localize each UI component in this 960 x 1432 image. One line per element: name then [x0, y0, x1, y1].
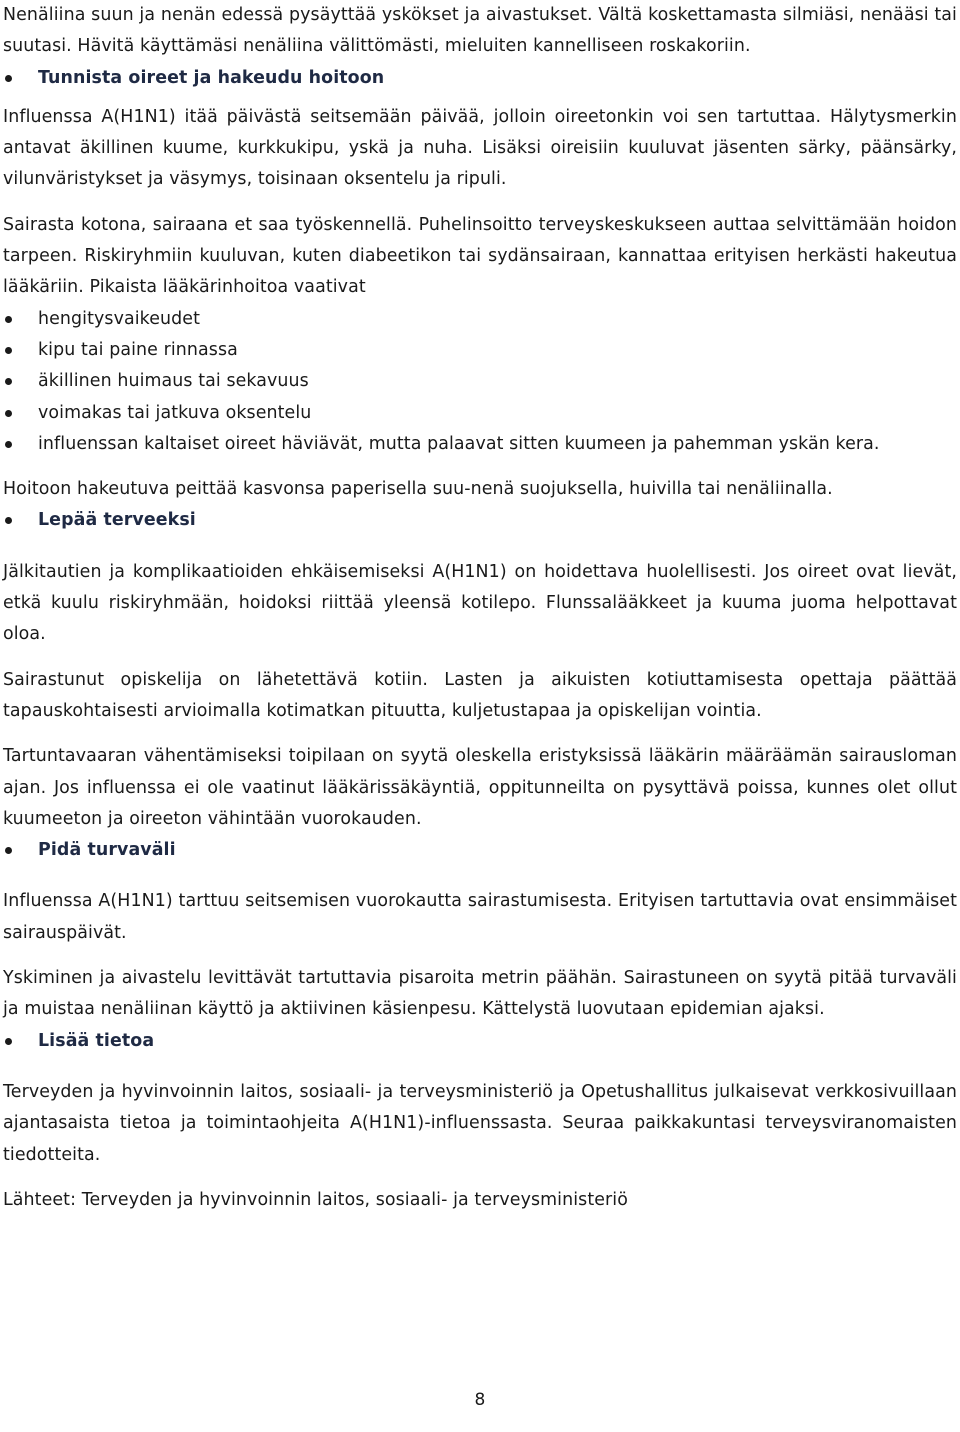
intro-paragraph: Nenäliina suun ja nenän edessä pysäyttää yskökset ja aivastukset. Vältä koskettamasta silmiäsi, nenääsi tai suutasi. Hävitä käyttämäsi nenäliina välittömästi, mieluiten kannelliseen roskakoriin.: [3, 5, 957, 57]
bullet-icon: [3, 63, 38, 94]
rest-paragraph-3: Tartuntavaaran vähentämiseksi toipilaan on syytä oleskella eristyksissä lääkärin määräämän sairausloman ajan. Jos influenssa ei ole vaatinut lääkärissäkäyntiä, oppitunneilta on pysyttävä poissa, kunnes olet ollut kuumeeton ja oireeton vähintään vuorokauden.: [3, 746, 957, 829]
list-item-text: äkillinen huimaus tai sekavuus: [38, 371, 309, 392]
list-item-text: hengitysvaikeudet: [38, 308, 200, 329]
section-heading-distance: [3, 835, 957, 866]
section-heading-rest: [3, 505, 957, 536]
rest-paragraph-2: Sairastunut opiskelija on lähetettävä kotiin. Lasten ja aikuisten kotiuttamisesta opettaja päättää tapauskohtaisesti arvioimalla kotimatkan pituutta, kuljetustapaa ja opiskelijan vointia.: [3, 669, 957, 721]
list-item: [3, 335, 957, 366]
page-number: 8: [474, 1390, 486, 1410]
bullet-icon: [3, 1026, 38, 1057]
bullet-icon: [3, 505, 38, 536]
symptoms-paragraph-2: Sairasta kotona, sairaana et saa työskennellä. Puhelinsoitto terveyskeskukseen auttaa selvittämään hoidon tarpeen. Riskiryhmiin kuuluvan, kuten diabeetikon tai sydänsairaan, kannattaa erityisen herkästi hakeutua lääkäriin. Pikaista lääkärinhoitoa vaativat: [3, 214, 957, 298]
distance-paragraph-2: Yskiminen ja aivastelu levittävät tartuttavia pisaroita metrin päähän. Sairastuneen on syytä pitää turvaväli ja muistaa nenäliinan käyttö ja aktiivinen käsienpesu. Kättelystä luovutaan epidemian ajaksi.: [3, 968, 957, 1020]
rest-paragraph-1: Jälkitautien ja komplikaatioiden ehkäisemiseksi A(H1N1) on hoidettava huolellisesti. Jos oireet ovat lievät, etkä kuulu riskiryhmään, hoidoksi riittää yleensä kotilepo. Flunssalääkkeet ja kuuma juoma helpottavat oloa.: [3, 561, 957, 645]
bullet-icon: [3, 366, 38, 397]
distance-paragraph-1: Influenssa A(H1N1) tarttuu seitsemisen vuorokautta sairastumisesta. Erityisen tartuttavia ovat ensimmäiset sairauspäivät.: [3, 891, 957, 943]
heading-text: Tunnista oireet ja hakeudu hoitoon: [38, 67, 385, 88]
heading-text: Lepää terveeksi: [38, 510, 196, 531]
list-item: [3, 304, 957, 335]
urgent-symptoms-list: [3, 304, 957, 460]
list-item-text: kipu tai paine rinnassa: [38, 339, 238, 360]
symptoms-paragraph-1: Influenssa A(H1N1) itää päivästä seitsemään päivää, jolloin oireetonkin voi sen tartuttaa. Hälytysmerkin antavat äkillinen kuume, kurkkukipu, yskä ja nuha. Lisäksi oireisiin kuuluvat jäsenten särky, päänsärky, vilunväristykset ja väsymys, toisinaan oksentelu ja ripuli.: [3, 106, 957, 190]
section-heading-symptoms: [3, 63, 957, 94]
symptoms-paragraph-3: Hoitoon hakeutuva peittää kasvonsa paperisella suu-nenä suojuksella, huivilla tai nenäliinalla.: [3, 479, 833, 500]
list-item: [3, 398, 957, 429]
list-item-text: voimakas tai jatkuva oksentelu: [38, 402, 312, 423]
section-heading-more-info: [3, 1026, 957, 1057]
bullet-icon: [3, 335, 38, 366]
bullet-icon: [3, 398, 38, 429]
list-item: [3, 429, 957, 460]
list-item-text: influenssan kaltaiset oireet häviävät, mutta palaavat sitten kuumeen ja pahemman yskän kera.: [38, 433, 880, 454]
bullet-icon: [3, 835, 38, 866]
heading-text: Pidä turvaväli: [38, 840, 176, 861]
sources-line: Lähteet: Terveyden ja hyvinvoinnin laitos, sosiaali- ja terveysministeriö: [3, 1189, 628, 1210]
bullet-icon: [3, 429, 38, 460]
bullet-icon: [3, 304, 38, 335]
more-info-paragraph: Terveyden ja hyvinvoinnin laitos, sosiaali- ja terveysministeriö ja Opetushallitus julkaisevat verkkosivuillaan ajantasaista tietoa ja toimintaohjeita A(H1N1)-influenssasta. Seuraa paikkakuntasi terveysviranomaisten tiedotteita.: [3, 1081, 957, 1165]
heading-text: Lisää tietoa: [38, 1030, 155, 1051]
list-item: [3, 366, 957, 397]
